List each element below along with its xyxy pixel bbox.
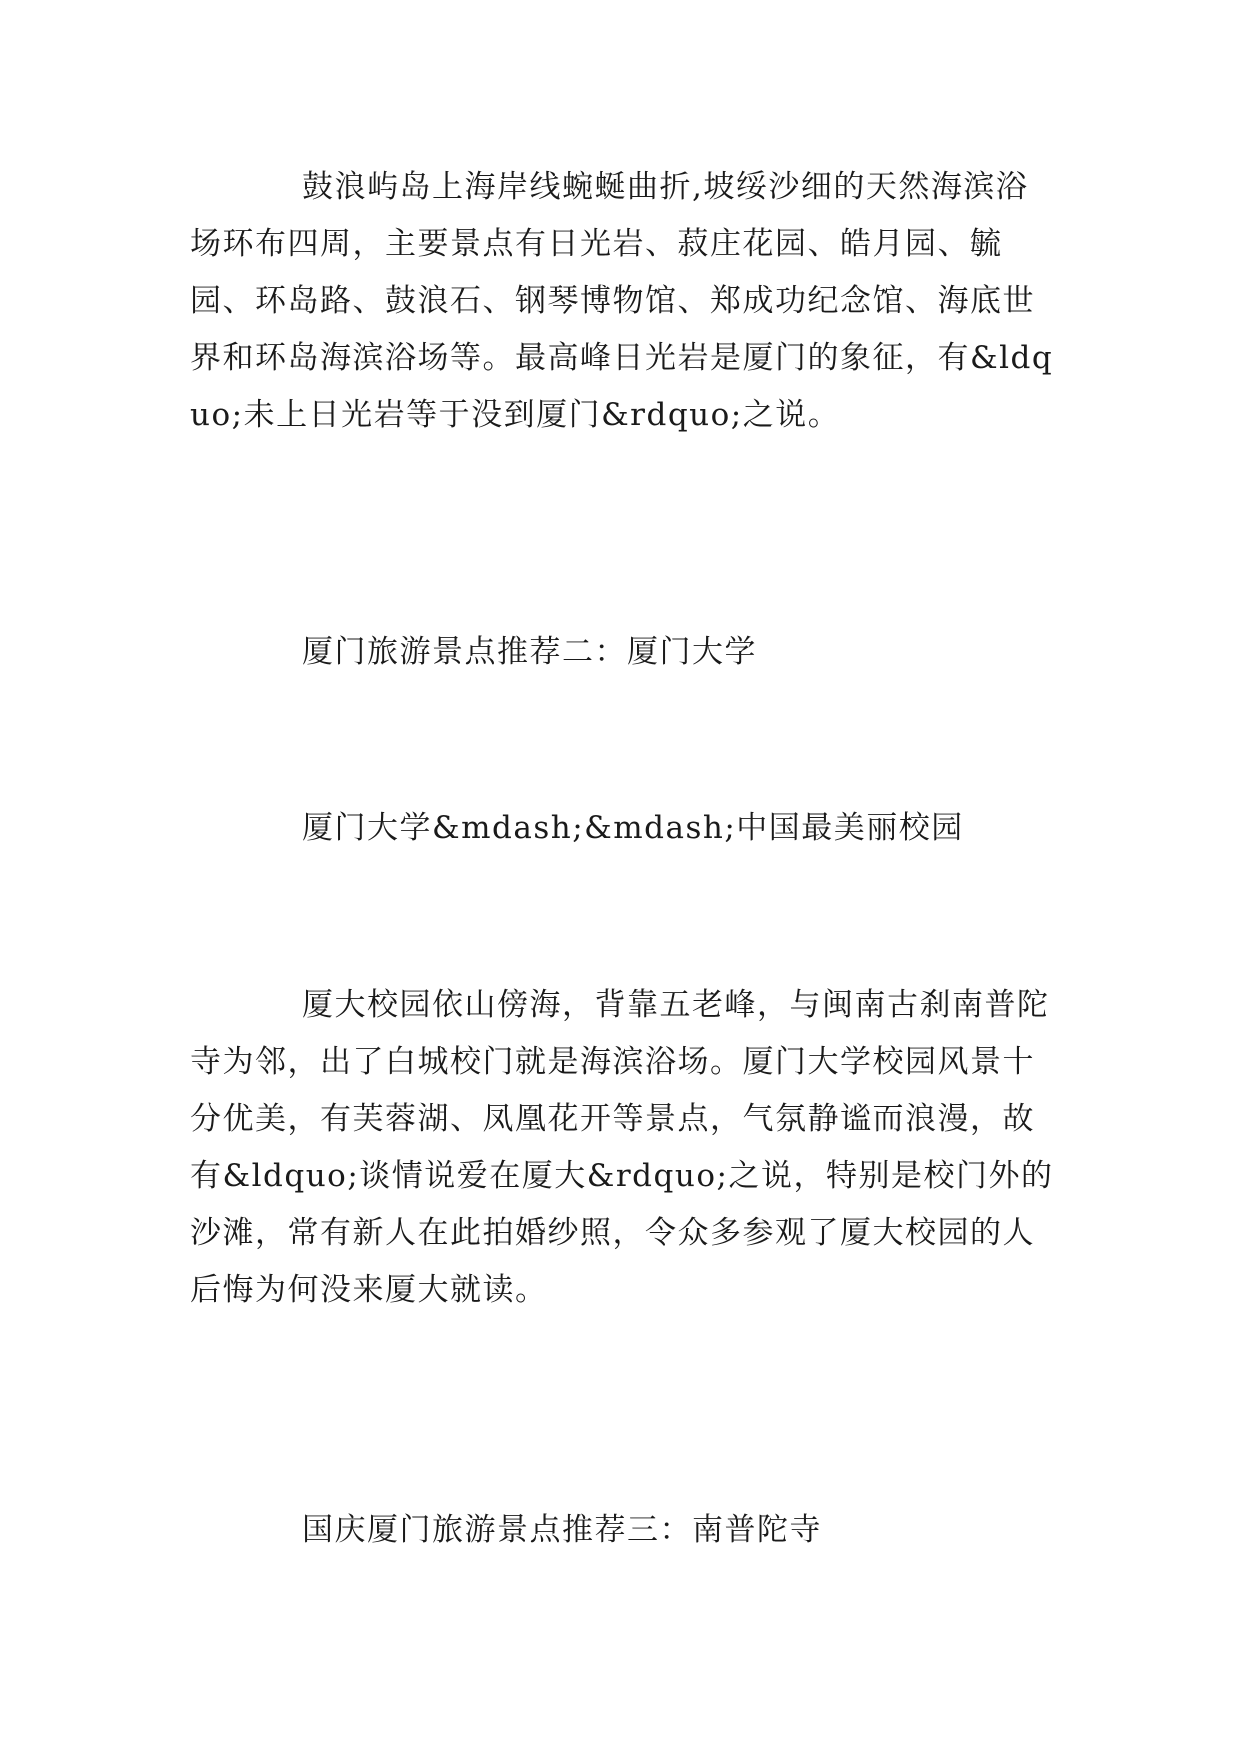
- section-subheading-most-beautiful-campus: 厦门大学&mdash;&mdash;中国最美丽校园: [302, 810, 964, 846]
- section-heading-nanputuo-temple: 国庆厦门旅游景点推荐三：南普陀寺: [302, 1512, 822, 1548]
- section-heading-xiamen-university: 厦门旅游景点推荐二：厦门大学: [302, 634, 757, 670]
- paragraph-gulangyu: 鼓浪屿岛上海岸线蜿蜒曲折,坡绥沙细的天然海滨浴场环布四周，主要景点有日光岩、菽庄花园、皓月园、毓园、环岛路、鼓浪石、钢琴博物馆、郑成功纪念馆、海底世界和环岛海滨浴场等。最高峰日光岩是厦门的象征，有&ldquo;未上日光岩等于没到厦门&rdquo;之说。: [190, 169, 1054, 433]
- paragraph-xiamen-university: 厦大校园依山傍海，背靠五老峰，与闽南古刹南普陀寺为邻，出了白城校门就是海滨浴场。厦门大学校园风景十分优美，有芙蓉湖、凤凰花开等景点，气氛静谧而浪漫，故有&ldquo;谈情说爱在厦大&rdquo;之说，特别是校门外的沙滩，常有新人在此拍婚纱照，令众多参观了厦大校园的人后悔为何没来厦大就读。: [190, 987, 1054, 1308]
